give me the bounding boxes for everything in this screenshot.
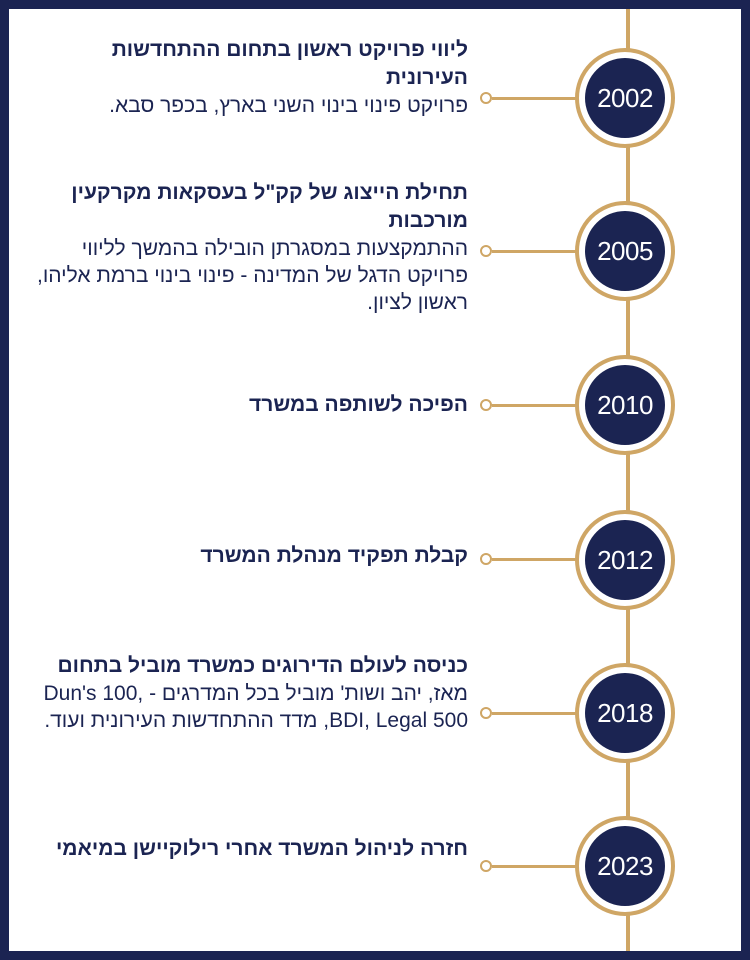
year-ring [575,816,675,916]
connector-line [492,712,578,715]
connector [480,553,578,565]
year-badge: 2012 [585,520,665,600]
connector-dot [480,245,492,257]
connector [480,707,578,719]
year-badge: 2018 [585,673,665,753]
connector-line [492,97,578,100]
connector-dot [480,707,492,719]
entry-body: ההתמקצעות במסגרתן הובילה בהמשך לליווי פרויקט הדגל של המדינה - פינוי בינוי ברמת אליהו, ראשון לציון. [36,237,468,314]
connector-line [492,558,578,561]
connector-dot [480,399,492,411]
connector-dot [480,860,492,872]
entry-body: פרויקט פינוי בינוי השני בארץ, בכפר סבא. [109,94,468,117]
year-badge: 2005 [585,211,665,291]
year-ring [575,201,675,301]
year-ring [575,355,675,455]
entry-text [28,652,468,734]
entry-text [28,391,468,419]
connector [480,245,578,257]
connector [480,92,578,104]
connector-dot [480,553,492,565]
entry-title: תחילת הייצוג של קק"ל בעסקאות מקרקעין מורכבות [71,181,468,232]
timeline-spine [626,9,630,951]
entry-title: חזרה לניהול המשרד אחרי רילוקיישן במיאמי [55,837,468,860]
connector [480,399,578,411]
year-ring [575,510,675,610]
connector-line [492,865,578,868]
year-badge: 2002 [585,58,665,138]
entry-text [28,179,468,316]
entry-text [28,835,468,863]
connector-dot [480,92,492,104]
connector [480,860,578,872]
year-ring [575,48,675,148]
entry-title: כניסה לעולם הדירוגים כמשרד מוביל בתחום [57,654,468,677]
entry-title: הפיכה לשותפה במשרד [249,393,468,416]
year-badge: 2023 [585,826,665,906]
connector-line [492,404,578,407]
year-badge: 2010 [585,365,665,445]
entry-text [28,36,468,119]
entry-text [28,542,468,570]
year-ring [575,663,675,763]
entry-title: ליווי פרויקט ראשון בתחום ההתחדשות העירונית [111,38,468,89]
entry-body: מאז, יהב ושות' מוביל בכל המדרגים - Dun's 100, BDI, Legal 500, מדד ההתחדשות העירונית ועוד. [43,682,468,732]
entry-title: קבלת תפקיד מנהלת המשרד [200,544,468,567]
connector-line [492,250,578,253]
